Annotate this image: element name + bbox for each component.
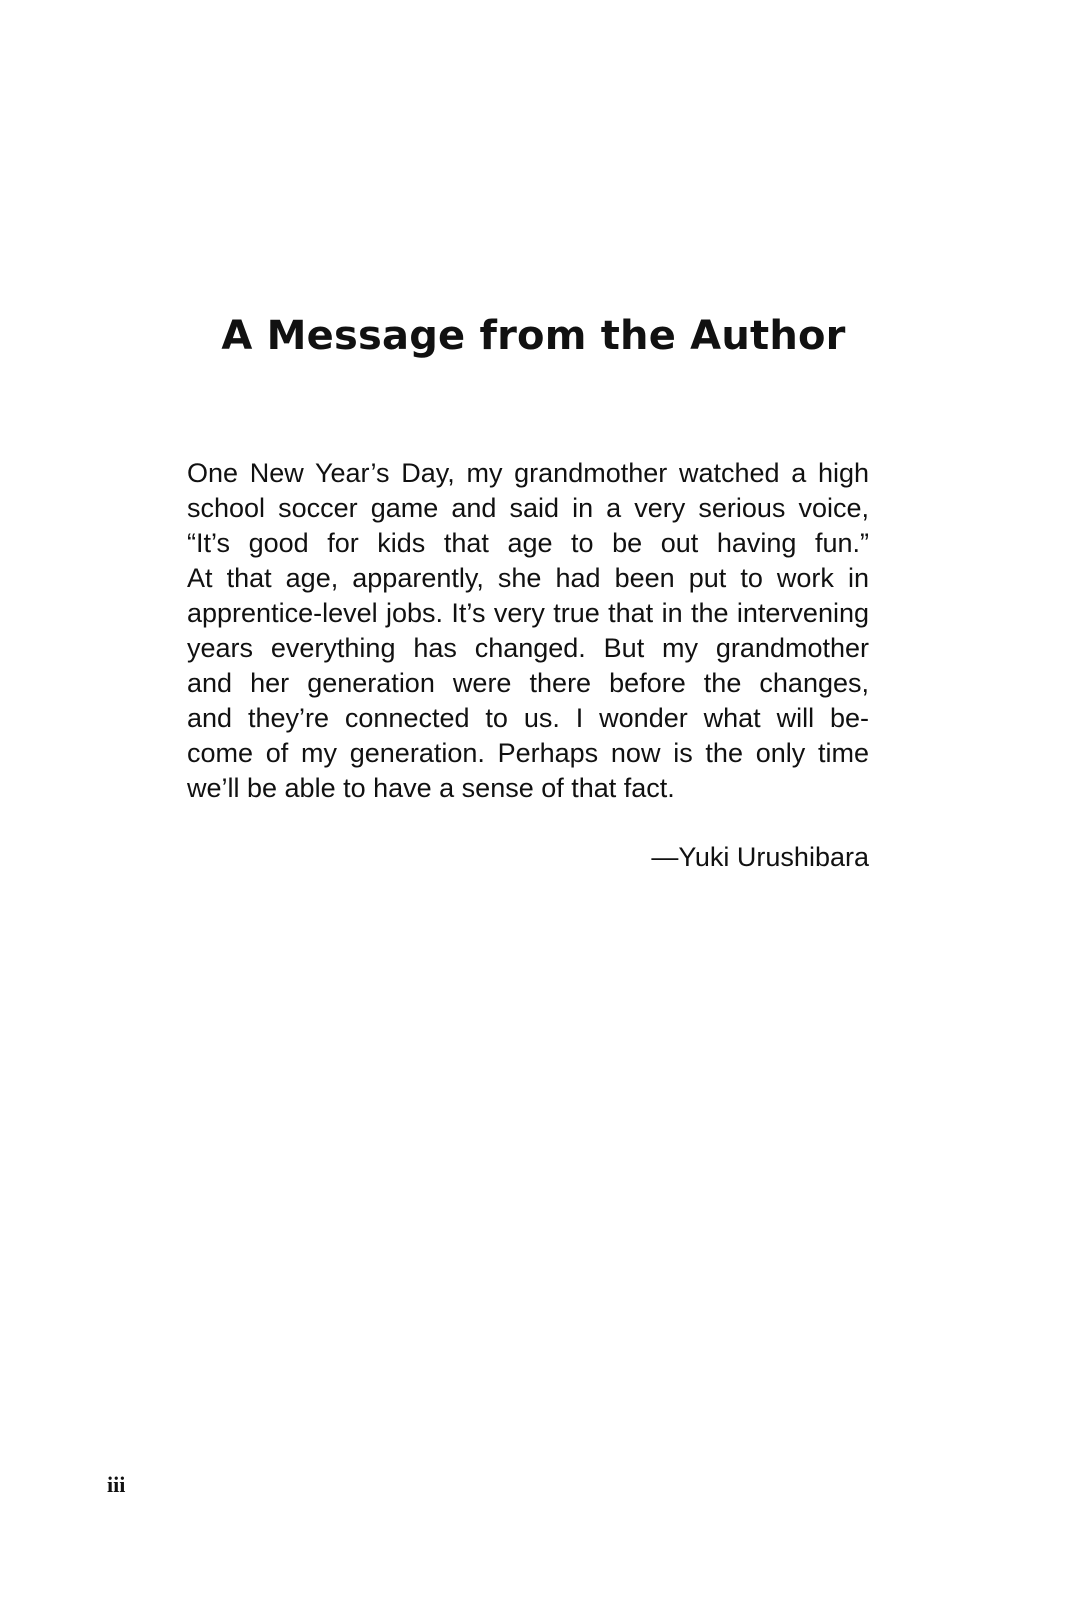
body-line: At that age, apparently, she had been put to work in bbox=[187, 563, 869, 593]
page-title: A Message from the Author bbox=[221, 313, 846, 359]
body-line: school soccer game and said in a very serious voice, bbox=[187, 493, 869, 523]
author-message-body bbox=[187, 456, 869, 806]
body-line: apprentice-level jobs. It’s very true that in the intervening bbox=[187, 598, 869, 628]
body-line: One New Year’s Day, my grandmother watched a high bbox=[187, 458, 869, 488]
page-number: iii bbox=[107, 1472, 126, 1497]
body-line: come of my generation. Perhaps now is the only time bbox=[187, 738, 869, 768]
body-line: years everything has changed. But my grandmother bbox=[187, 633, 869, 663]
author-signature: —Yuki Urushibara bbox=[651, 842, 869, 872]
body-line: we’ll be able to have a sense of that fact. bbox=[187, 773, 675, 803]
body-line: and they’re connected to us. I wonder what will be- bbox=[187, 703, 869, 733]
body-line: “It’s good for kids that age to be out having fun.” bbox=[187, 528, 869, 558]
body-line: and her generation were there before the changes, bbox=[187, 668, 869, 698]
